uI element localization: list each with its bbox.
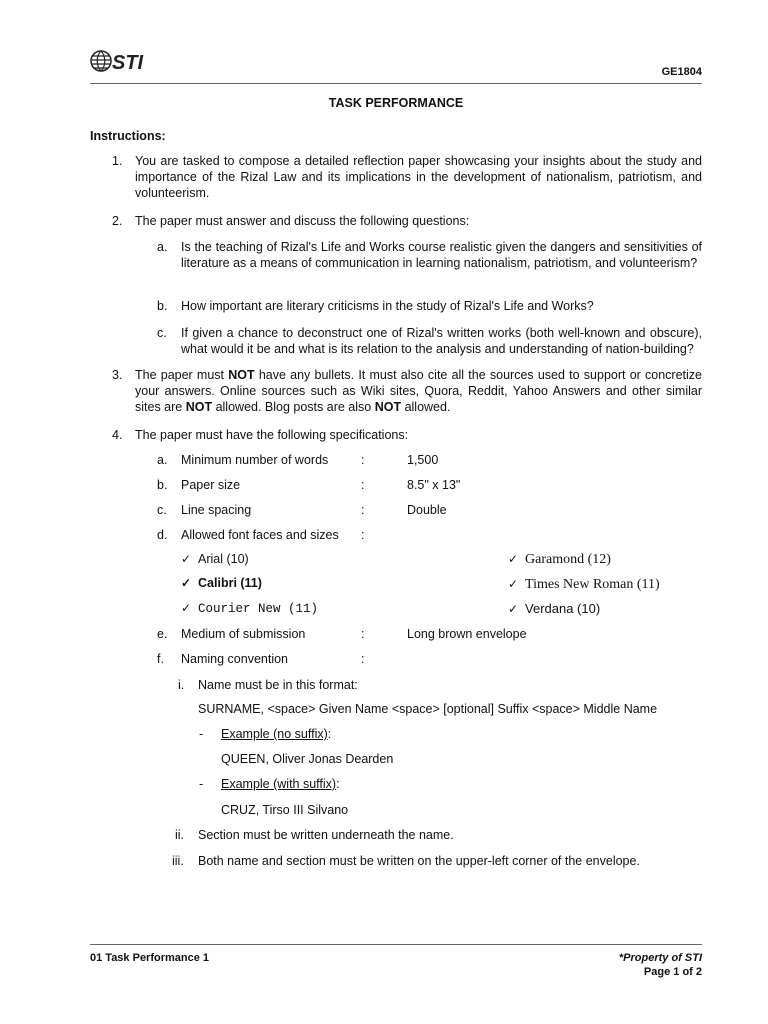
- font-verdana: ✓ Verdana (10): [508, 601, 601, 616]
- spec-e-colon: :: [361, 627, 365, 641]
- question-c-text: If given a chance to deconstruct one of Rizal's written works (both well-known and obscure), what would it be and what is its relation to the analysis and understanding of nation-building?: [181, 326, 702, 356]
- item-3-num: 3.: [112, 368, 123, 382]
- example-1-value: QUEEN, Oliver Jonas Dearden: [221, 752, 394, 766]
- check-icon: ✓: [181, 576, 192, 590]
- spec-e-value: Long brown envelope: [407, 627, 527, 641]
- item-4-text: The paper must have the following specifications:: [135, 428, 409, 442]
- check-icon: ✓: [508, 577, 519, 591]
- footer-divider: [90, 944, 702, 945]
- naming-ii-text: Section must be written underneath the name.: [198, 828, 454, 842]
- example-1-label: Example (no suffix):: [221, 727, 332, 741]
- spec-d-colon: :: [361, 528, 365, 542]
- spec-f-letter: f.: [157, 652, 164, 666]
- question-b-letter: b.: [157, 299, 168, 313]
- spec-b-value: 8.5" x 13": [407, 478, 461, 492]
- font-times: ✓ Times New Roman (11): [508, 577, 660, 592]
- naming-ii-num: ii.: [175, 828, 185, 842]
- check-icon: ✓: [508, 602, 519, 616]
- font-calibri: ✓ Calibri (11): [181, 576, 262, 590]
- spec-b-colon: :: [361, 478, 365, 492]
- font-courier: ✓ Courier New (11): [181, 601, 319, 616]
- spec-d-letter: d.: [157, 528, 168, 542]
- course-code: GE1804: [661, 66, 702, 78]
- naming-format: SURNAME, <space> Given Name <space> [optional] Suffix <space> Middle Name: [198, 702, 658, 716]
- spec-c-label: Line spacing: [181, 503, 252, 517]
- naming-iii-text: Both name and section must be written on the upper-left corner of the envelope.: [198, 854, 640, 868]
- footer-page: Page 1 of 2: [643, 966, 702, 978]
- spec-a-value: 1,500: [407, 453, 439, 467]
- page-title: TASK PERFORMANCE: [328, 96, 464, 110]
- spec-c-colon: :: [361, 503, 365, 517]
- spec-f-colon: :: [361, 652, 365, 666]
- item-1-text: You are tasked to compose a detailed reflection paper showcasing your insights about the study and importance of the Rizal Law and its implications in the development of nationalism, patriotism, and volunteerism.: [135, 154, 702, 200]
- naming-iii-num: iii.: [172, 854, 184, 868]
- footer-left: 01 Task Performance 1: [90, 952, 210, 964]
- spec-c-value: Double: [407, 503, 447, 517]
- font-garamond: ✓ Garamond (12): [508, 552, 611, 567]
- check-icon: ✓: [181, 552, 192, 566]
- spec-b-letter: b.: [157, 478, 168, 492]
- naming-i-num: i.: [178, 678, 185, 692]
- footer-property: *Property of STI: [618, 952, 702, 964]
- spec-a-colon: :: [361, 453, 365, 467]
- svg-text:STI: STI: [112, 52, 144, 74]
- example-2-label: Example (with suffix):: [221, 777, 340, 791]
- spec-e-letter: e.: [157, 627, 168, 641]
- question-a-text: Is the teaching of Rizal's Life and Works course realistic given the dangers and sensitivities of literature as a means of communication in learning nationalism, patriotism, and volunteerism?: [181, 240, 702, 270]
- example-2-value: CRUZ, Tirso III Silvano: [221, 803, 349, 817]
- spec-f-label: Naming convention: [181, 652, 289, 666]
- check-icon: ✓: [181, 601, 192, 615]
- example-2-dash: -: [199, 777, 204, 791]
- sti-logo: [90, 46, 150, 76]
- question-b-text: How important are literary criticisms in the study of Rizal's Life and Works?: [181, 299, 594, 313]
- spec-c-letter: c.: [157, 503, 167, 517]
- example-1-dash: -: [199, 727, 204, 741]
- item-3-text: The paper must NOT have any bullets. It must also cite all the sources used to support or concretize your answers. Online sources such as Wiki sites, Quora, Reddit, Yahoo Answers and other similar sites are NOT allowed. Blog posts are also NOT allowed.: [135, 368, 703, 414]
- spec-d-label: Allowed font faces and sizes: [181, 528, 339, 542]
- spec-a-label: Minimum number of words: [181, 453, 329, 467]
- question-c-letter: c.: [157, 326, 167, 340]
- item-2-num: 2.: [112, 214, 123, 228]
- spec-a-letter: a.: [157, 453, 168, 467]
- font-arial: ✓ Arial (10): [181, 552, 249, 566]
- item-2-text: The paper must answer and discuss the following questions:: [135, 214, 470, 228]
- question-a-letter: a.: [157, 240, 168, 254]
- spec-b-label: Paper size: [181, 478, 241, 492]
- item-4-num: 4.: [112, 428, 123, 442]
- header-divider: [90, 83, 702, 84]
- spec-e-label: Medium of submission: [181, 627, 306, 641]
- check-icon: ✓: [508, 552, 519, 566]
- instructions-label: Instructions:: [90, 129, 166, 143]
- item-1-num: 1.: [112, 154, 123, 168]
- naming-i-text: Name must be in this format:: [198, 678, 358, 692]
